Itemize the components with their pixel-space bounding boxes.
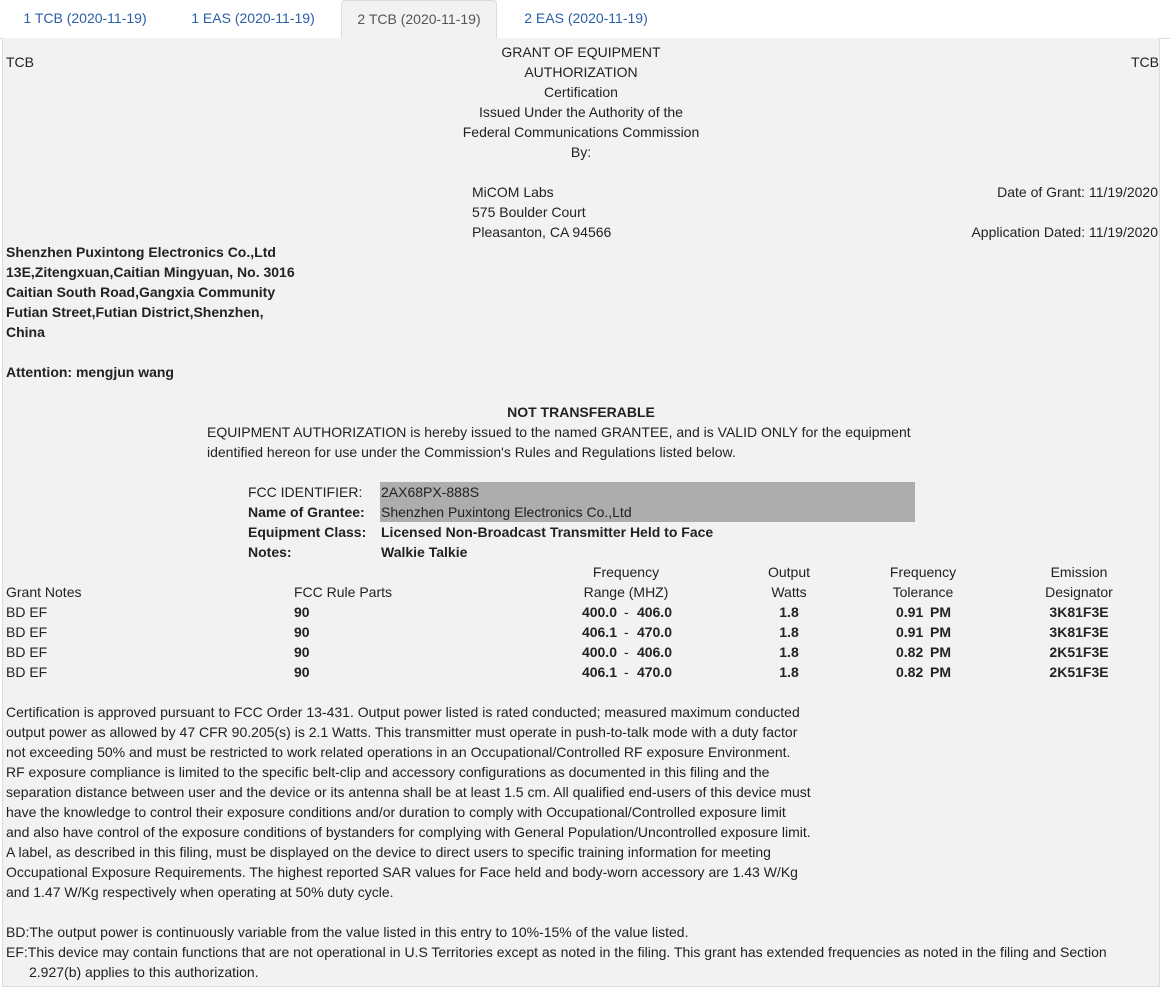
header-range: Range (MHZ) bbox=[583, 584, 669, 600]
header-designator: Designator bbox=[1045, 584, 1113, 600]
cell-tolerance-unit: PM bbox=[930, 664, 951, 680]
cell-tolerance-unit: PM bbox=[930, 604, 951, 620]
grant-note-ef-continued: 2.927(b) applies to this authorization. bbox=[29, 964, 259, 980]
cell-watts: 1.8 bbox=[779, 624, 799, 640]
grant-note-ef: EF:This device may contain functions that are not operational in U.S Territories except as noted in the filing. This grant has extended frequencies as noted in the filing and Section bbox=[6, 944, 1107, 960]
issuer-street: 575 Boulder Court bbox=[472, 204, 586, 220]
cell-rule-part: 90 bbox=[294, 624, 310, 640]
cell-dash: - bbox=[624, 644, 629, 660]
cell-watts: 1.8 bbox=[779, 664, 799, 680]
fcc-id-label: FCC IDENTIFIER: bbox=[248, 484, 363, 500]
cell-tolerance-unit: PM bbox=[930, 644, 951, 660]
title-line: GRANT OF EQUIPMENT bbox=[501, 44, 661, 60]
cell-freq-low: 406.1 bbox=[581, 624, 617, 640]
paragraph-line: and also have control of the exposure conditions of bystanders for complying with General Population/Uncontrolled exposure limit. bbox=[6, 824, 811, 840]
notes-label: Notes: bbox=[248, 544, 292, 560]
grantee-name-label: Name of Grantee: bbox=[248, 504, 365, 520]
tab-2-tcb[interactable]: 2 TCB (2020-11-19) bbox=[341, 0, 497, 39]
title-line: By: bbox=[570, 144, 592, 160]
table-row bbox=[3, 662, 1159, 682]
paragraph-line: RF exposure compliance is limited to the specific belt-clip and accessory configurations as documented in this filing and the bbox=[6, 764, 770, 780]
grant-note-bd: BD:The output power is continuously variable from the value listed in this entry to 10%-15% of the value listed. bbox=[6, 924, 689, 940]
tcb-label-left: TCB bbox=[6, 54, 34, 70]
header-frequency: Frequency bbox=[592, 564, 660, 580]
tcb-label-right: TCB bbox=[1131, 54, 1159, 70]
cell-emission: 2K51F3E bbox=[1049, 644, 1109, 660]
equipment-class-value: Licensed Non-Broadcast Transmitter Held to Face bbox=[381, 524, 714, 540]
address-line: Futian Street,Futian District,Shenzhen, bbox=[6, 304, 264, 320]
grant-document bbox=[2, 38, 1160, 987]
issuer-name: MiCOM Labs bbox=[472, 184, 554, 200]
cell-freq-low: 400.0 bbox=[581, 644, 617, 660]
tab-bar bbox=[0, 0, 1170, 39]
authorization-text: EQUIPMENT AUTHORIZATION is hereby issued to the named GRANTEE, and is VALID ONLY for the equipment bbox=[207, 424, 911, 440]
paragraph-line: and 1.47 W/Kg respectively when operating at 50% duty cycle. bbox=[6, 884, 394, 900]
address-line: Shenzhen Puxintong Electronics Co.,Ltd bbox=[6, 244, 276, 260]
paragraph-line: Certification is approved pursuant to FCC Order 13-431. Output power listed is rated conducted; measured maximum conducted bbox=[6, 704, 800, 720]
cell-tolerance: 0.82 bbox=[896, 664, 924, 680]
table-row bbox=[3, 602, 1159, 622]
cell-watts: 1.8 bbox=[779, 604, 799, 620]
cell-watts: 1.8 bbox=[779, 644, 799, 660]
cell-dash: - bbox=[624, 624, 629, 640]
header-frequency-tol: Frequency bbox=[889, 564, 957, 580]
notes-value: Walkie Talkie bbox=[381, 544, 468, 560]
title-line: AUTHORIZATION bbox=[524, 64, 638, 80]
cell-freq-high: 406.0 bbox=[636, 644, 672, 660]
issuer-city: Pleasanton, CA 94566 bbox=[472, 224, 612, 240]
tab-2-eas[interactable]: 2 EAS (2020-11-19) bbox=[524, 10, 648, 26]
cell-emission: 3K81F3E bbox=[1049, 604, 1109, 620]
header-rule-parts: FCC Rule Parts bbox=[294, 584, 393, 600]
tab-1-tcb[interactable]: 1 TCB (2020-11-19) bbox=[23, 10, 147, 26]
cell-tolerance: 0.82 bbox=[896, 644, 924, 660]
address-line: China bbox=[6, 324, 45, 340]
date-of-grant: Date of Grant: 11/19/2020 bbox=[997, 184, 1158, 200]
paragraph-line: have the knowledge to control their exposure conditions and/or duration to comply with Occupational/Controlled exposure limit bbox=[6, 804, 786, 820]
cell-freq-low: 400.0 bbox=[581, 604, 617, 620]
title-line: Federal Communications Commission bbox=[462, 124, 700, 140]
title-line: Issued Under the Authority of the bbox=[479, 104, 683, 120]
cell-emission: 2K51F3E bbox=[1049, 664, 1109, 680]
cell-emission: 3K81F3E bbox=[1049, 624, 1109, 640]
cell-freq-low: 406.1 bbox=[581, 664, 617, 680]
cell-grant-notes: BD EF bbox=[6, 664, 48, 680]
table-row bbox=[3, 642, 1159, 662]
title-line: Certification bbox=[544, 84, 618, 100]
cell-grant-notes: BD EF bbox=[6, 644, 48, 660]
equipment-class-label: Equipment Class: bbox=[248, 524, 367, 540]
address-line: 13E,Zitengxuan,Caitian Mingyuan, No. 3016 bbox=[6, 264, 295, 280]
cell-grant-notes: BD EF bbox=[6, 604, 48, 620]
cell-freq-high: 406.0 bbox=[636, 604, 672, 620]
paragraph-line: Occupational Exposure Requirements. The highest reported SAR values for Face held and body-worn accessory are 1.43 W/Kg bbox=[6, 864, 798, 880]
header-tolerance: Tolerance bbox=[892, 584, 954, 600]
grantee-name-value: Shenzhen Puxintong Electronics Co.,Ltd bbox=[381, 504, 632, 520]
cell-freq-high: 470.0 bbox=[636, 664, 672, 680]
cell-rule-part: 90 bbox=[294, 664, 310, 680]
fcc-id-value: 2AX68PX-888S bbox=[381, 484, 480, 500]
address-line: Caitian South Road,Gangxia Community bbox=[6, 284, 276, 300]
cell-dash: - bbox=[624, 604, 629, 620]
cell-grant-notes: BD EF bbox=[6, 624, 48, 640]
cell-rule-part: 90 bbox=[294, 644, 310, 660]
not-transferable-heading: NOT TRANSFERABLE bbox=[507, 404, 655, 420]
attention-line: Attention: mengjun wang bbox=[6, 364, 174, 380]
header-emission: Emission bbox=[1050, 564, 1108, 580]
cell-freq-high: 470.0 bbox=[636, 624, 672, 640]
header-watts: Watts bbox=[771, 584, 807, 600]
application-dated: Application Dated: 11/19/2020 bbox=[971, 224, 1158, 240]
paragraph-line: not exceeding 50% and must be restricted to work related operations in an Occupational/Controlled RF exposure Environment. bbox=[6, 744, 791, 760]
paragraph-line: separation distance between user and the device or its antenna shall be at least 1.5 cm. All qualified end-users of this device must bbox=[6, 784, 811, 800]
paragraph-line: output power as allowed by 47 CFR 90.205(s) is 2.1 Watts. This transmitter must operate in push-to-talk mode with a duty factor bbox=[6, 724, 798, 740]
authorization-text: identified hereon for use under the Commission's Rules and Regulations listed below. bbox=[207, 444, 736, 460]
tab-1-eas[interactable]: 1 EAS (2020-11-19) bbox=[191, 10, 315, 26]
header-grant-notes: Grant Notes bbox=[6, 584, 82, 600]
cell-dash: - bbox=[624, 664, 629, 680]
certification-paragraph bbox=[6, 702, 826, 902]
cell-tolerance: 0.91 bbox=[896, 604, 924, 620]
paragraph-line: A label, as described in this filing, must be displayed on the device to direct users to specific training information for meeting bbox=[6, 844, 771, 860]
cell-tolerance-unit: PM bbox=[930, 624, 951, 640]
header-output: Output bbox=[767, 564, 811, 580]
cell-tolerance: 0.91 bbox=[896, 624, 924, 640]
table-row bbox=[3, 622, 1159, 642]
cell-rule-part: 90 bbox=[294, 604, 310, 620]
